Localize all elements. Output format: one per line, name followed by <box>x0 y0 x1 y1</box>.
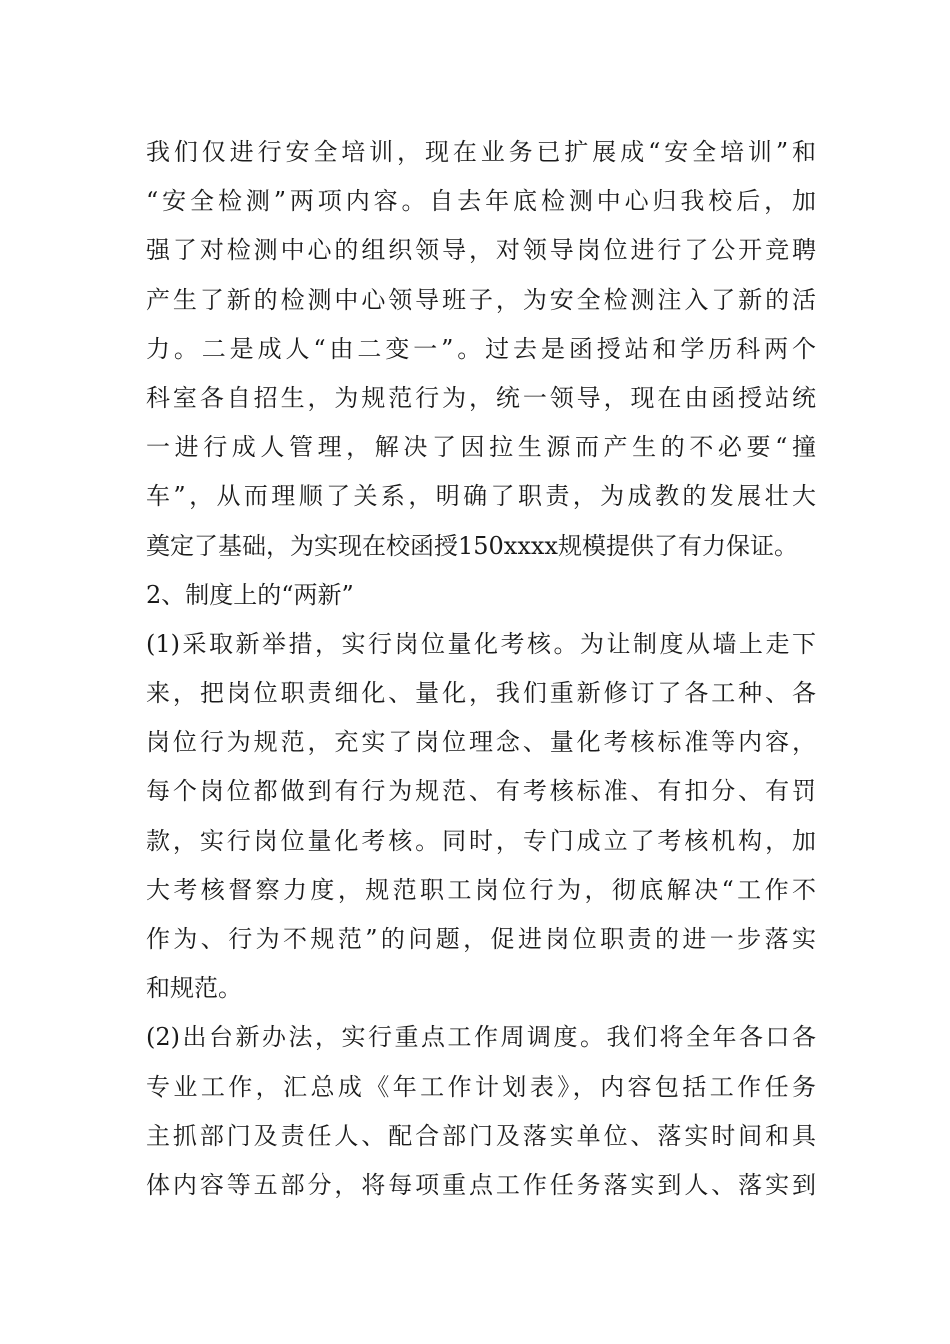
text-line: 来，把岗位职责细化、量化，我们重新修订了各工种、各 <box>146 679 816 708</box>
text-line: 一进行成人管理，解决了因拉生源而产生的不必要“撞 <box>146 433 816 462</box>
section-heading: 2、制度上的“两新” <box>146 580 354 609</box>
text-line: (1)采取新举措，实行岗位量化考核。为让制度从墙上走下 <box>146 629 816 658</box>
text-line: 专业工作，汇总成《年工作计划表》，内容包括工作任务 <box>146 1072 816 1101</box>
text-line: 奠定了基础，为实现在校函授150xxxx规模提供了有力保证。 <box>146 531 798 560</box>
text-line: 科室各自招生，为规范行为，统一领导，现在由函授站统 <box>146 383 816 412</box>
text-line: 大考核督察力度，规范职工岗位行为，彻底解决“工作不 <box>146 875 816 904</box>
text-line: 和规范。 <box>146 974 242 1003</box>
text-line: 款，实行岗位量化考核。同时，专门成立了考核机构，加 <box>146 826 816 855</box>
body-text <box>146 128 816 1210</box>
text-line: 主抓部门及责任人、配合部门及落实单位、落实时间和具 <box>146 1121 816 1150</box>
text-line: 力。二是成人“由二变一”。过去是函授站和学历科两个 <box>146 334 816 363</box>
text-line: “安全检测”两项内容。自去年底检测中心归我校后，加 <box>146 187 816 216</box>
text-line: 体内容等五部分，将每项重点工作任务落实到人、落实到 <box>146 1170 816 1199</box>
text-line: 我们仅进行安全培训，现在业务已扩展成“安全培训”和 <box>146 138 816 166</box>
text-line: 岗位行为规范，充实了岗位理念、量化考核标准等内容， <box>146 728 816 757</box>
text-line: 产生了新的检测中心领导班子，为安全检测注入了新的活 <box>146 285 816 314</box>
text-line: 作为、行为不规范”的问题，促进岗位职责的进一步落实 <box>146 925 816 953</box>
text-line: 强了对检测中心的组织领导，对领导岗位进行了公开竞聘 <box>146 236 816 265</box>
text-line: (2)出台新办法，实行重点工作周调度。我们将全年各口各 <box>146 1023 816 1052</box>
text-line: 车”，从而理顺了关系，明确了职责，为成教的发展壮大 <box>146 482 816 511</box>
text-line: 每个岗位都做到有行为规范、有考核标准、有扣分、有罚 <box>146 777 816 806</box>
